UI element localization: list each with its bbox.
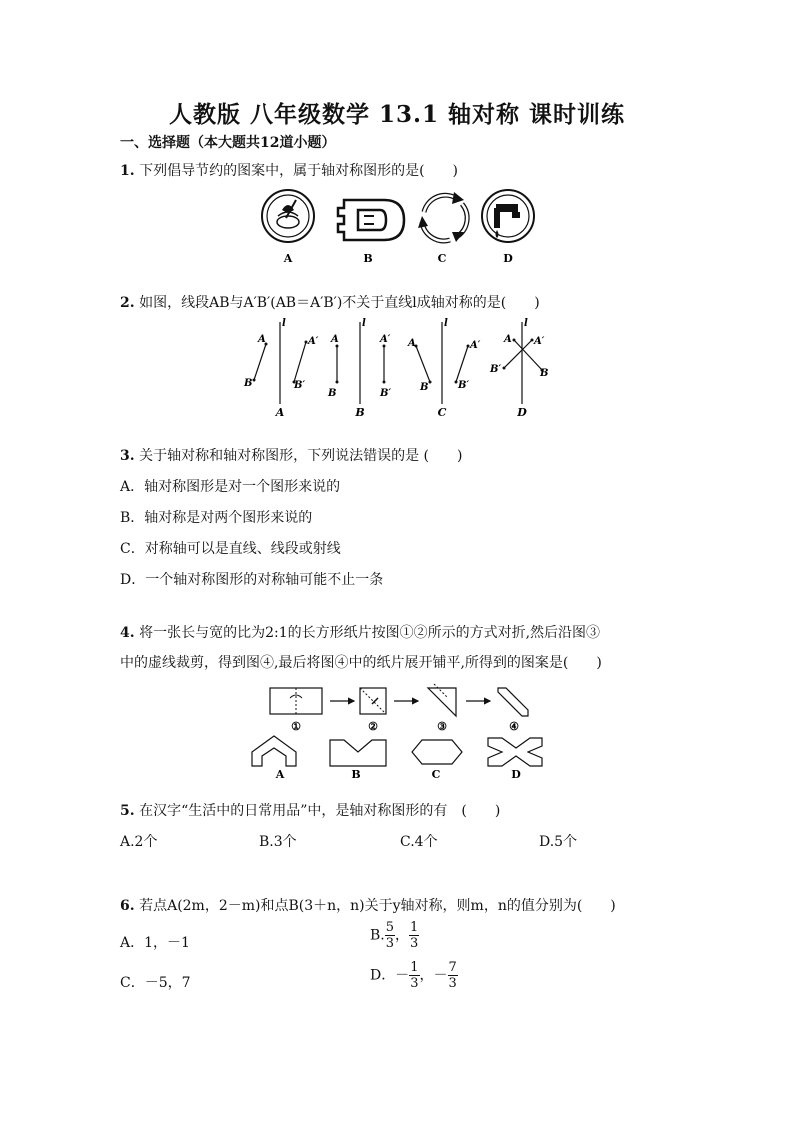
q1-label-b: B — [363, 252, 373, 265]
q1-figure-d — [482, 190, 534, 265]
q2-figure-c — [407, 318, 481, 419]
q4-option-c — [412, 740, 462, 781]
q5-option-b: B.3个 — [259, 834, 297, 850]
q2-line-label: l — [362, 318, 366, 329]
q2-line-label: l — [282, 318, 286, 329]
q2-figure-a — [243, 318, 319, 419]
q4-label-a: A — [275, 768, 285, 781]
q4-option-a — [252, 736, 296, 781]
question-4-line-2: 中的虚线裁剪，得到图④,最后将图④中的纸片展开铺平,所得到的图案是( ) — [120, 655, 602, 671]
q2-point-a-prime: A′ — [308, 336, 319, 347]
q1-figures — [258, 186, 548, 266]
q4-step-label-4: ④ — [509, 720, 519, 733]
q4-step-label-2: ② — [368, 720, 378, 733]
question-text: 若点A(2m，2－m)和点B(3＋n，n)关于y轴对称，则m，n的值分别为( ) — [139, 898, 616, 914]
q4-label-d: D — [511, 768, 521, 781]
q2-point-a: A — [504, 334, 512, 345]
q4-step-2 — [360, 688, 386, 733]
q6-option-d: D．－ $\frac{1}{3}$ ，－ $\frac{7}{3}$ — [370, 960, 457, 991]
q2-label-a: A — [275, 406, 285, 419]
q4-option-b — [330, 740, 386, 781]
q2-point-a-prime: A′ — [534, 336, 545, 347]
q2-point-a: A — [258, 334, 266, 345]
question-6 — [120, 895, 616, 915]
question-number: 1. — [120, 163, 135, 179]
q2-point-b: B — [328, 388, 337, 399]
question-text: 关于轴对称和轴对称图形，下列说法错误的是 ( ) — [139, 448, 463, 464]
question-number: 2. — [120, 295, 135, 311]
fraction-denominator: 3 — [385, 936, 395, 951]
fraction-numerator: 7 — [448, 960, 457, 975]
q2-label-d: D — [517, 406, 527, 419]
q2-point-a-prime: A′ — [380, 334, 391, 345]
question-5 — [120, 800, 500, 820]
separator: ， — [395, 927, 410, 944]
q1-label-c: C — [437, 252, 447, 265]
q3-option-d: D．一个轴对称图形的对称轴可能不止一条 — [120, 572, 384, 588]
fraction-numerator: 1 — [410, 920, 419, 935]
q3-option-a: A．轴对称图形是对一个图形来说的 — [120, 479, 341, 495]
fraction-denominator: 3 — [448, 976, 457, 991]
q6-option-a: A．1，－1 — [120, 935, 190, 951]
question-text: 下列倡导节约的图案中，属于轴对称图形的是( ) — [139, 163, 459, 179]
q2-point-a-prime: A′ — [470, 340, 481, 351]
q2-line-label: l — [444, 318, 448, 329]
question-number: 4. — [120, 625, 135, 641]
q4-step-4 — [498, 688, 528, 733]
q3-option-c: C．对称轴可以是直线、线段或射线 — [120, 541, 341, 557]
fraction-numerator: 5 — [385, 920, 395, 935]
separator: ， — [419, 967, 434, 984]
q2-figure-b — [327, 318, 391, 419]
question-number: 5. — [120, 803, 135, 819]
q4-step-1 — [270, 688, 322, 733]
question-text: 在汉字“生活中的日常用品”中，是轴对称图形的有 ( ) — [139, 803, 501, 819]
q4-label-c: C — [431, 768, 441, 781]
option-prefix: D．－ — [370, 967, 410, 984]
fraction-denominator: 3 — [410, 936, 419, 951]
q4-step-label-1: ① — [291, 720, 301, 733]
q2-point-b: B — [244, 378, 253, 389]
q1-label-a: A — [283, 252, 293, 265]
question-4 — [120, 622, 600, 642]
fraction-numerator: 1 — [410, 960, 419, 975]
fraction — [409, 920, 419, 951]
q2-point-b: B — [420, 382, 429, 393]
section-heading: 一、选择题（本大题共12道小题） — [120, 135, 336, 151]
q6-option-c: C．－5，7 — [120, 975, 191, 991]
question-2 — [120, 292, 540, 312]
question-number: 6. — [120, 898, 135, 914]
q4-step-label-3: ③ — [437, 720, 447, 733]
q1-figure-b — [338, 200, 404, 265]
option-prefix: B. — [370, 927, 385, 944]
q4-label-b: B — [351, 768, 361, 781]
q1-label-d: D — [503, 252, 513, 265]
fraction — [409, 960, 419, 991]
q2-point-a: A — [408, 338, 416, 349]
q2-line-label: l — [524, 318, 528, 329]
question-text-line-1: 将一张长与宽的比为2:1的长方形纸片按图①②所示的方式对折,然后沿图③ — [139, 625, 601, 641]
q2-figure-d — [489, 318, 548, 419]
q5-option-d: D.5个 — [539, 834, 578, 850]
q2-point-b-prime: B′ — [458, 380, 470, 391]
q1-figure-a — [262, 190, 314, 265]
q4-options — [246, 732, 550, 784]
fraction — [448, 960, 458, 991]
q4-option-d — [488, 738, 542, 781]
question-3 — [120, 445, 462, 465]
fraction-denominator: 3 — [410, 976, 419, 991]
fraction — [385, 920, 395, 951]
q2-point-b-prime: B′ — [294, 380, 306, 391]
q2-point-b-prime: B′ — [490, 364, 502, 375]
question-1 — [120, 160, 458, 180]
q1-figure-c — [418, 192, 467, 265]
q6-option-b — [370, 920, 419, 951]
q2-point-a: A — [331, 334, 339, 345]
q5-option-c: C.4个 — [400, 834, 438, 850]
q2-figures — [236, 316, 566, 422]
question-text: 如图，线段AB与A′B′(AB＝A′B′)不关于直线l成轴对称的是( ) — [139, 295, 540, 311]
q4-step-3 — [428, 684, 456, 733]
q3-option-b: B．轴对称是对两个图形来说的 — [120, 510, 313, 526]
q2-point-b-prime: B′ — [380, 388, 392, 399]
q2-point-b: B — [540, 368, 549, 379]
q2-label-b: B — [355, 406, 365, 419]
question-number: 3. — [120, 448, 135, 464]
q5-option-a: A.2个 — [120, 834, 158, 850]
q2-label-c: C — [437, 406, 447, 419]
page-title: 人教版 八年级数学 13.1 轴对称 课时训练 — [168, 101, 626, 128]
